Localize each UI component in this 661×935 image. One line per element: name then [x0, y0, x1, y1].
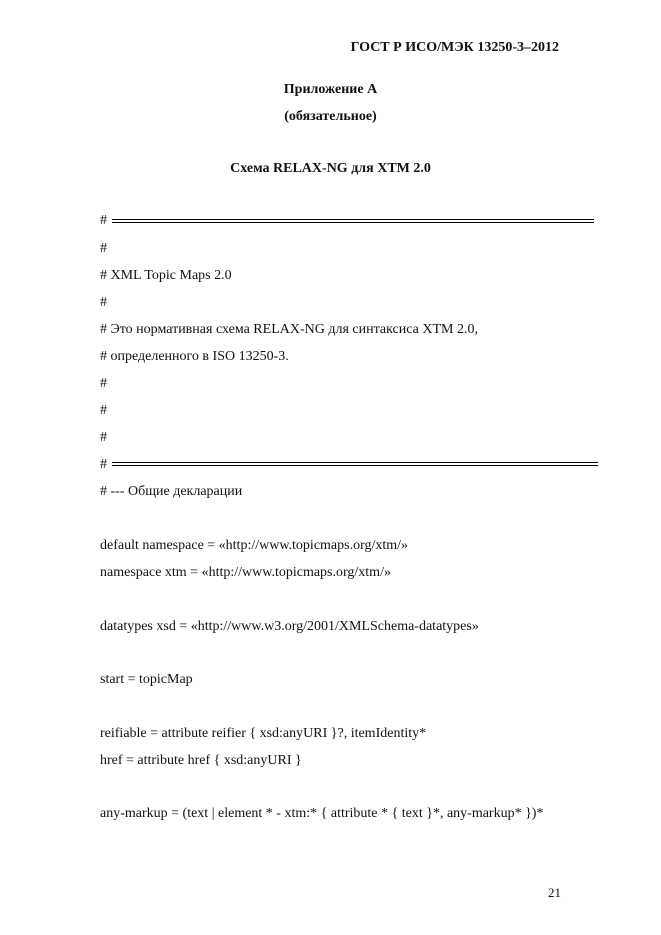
code-line: #: [100, 241, 107, 256]
code-line: default namespace = «http://www.topicmaps.org/xtm/»: [100, 538, 409, 553]
code-line: # --- Общие декларации: [100, 484, 243, 499]
code-line: #: [100, 213, 107, 228]
code-line: #: [100, 403, 107, 418]
code-line: #: [100, 457, 107, 472]
code-line: reifiable = attribute reifier { xsd:anyURI }?, itemIdentity*: [100, 726, 427, 741]
code-line: any-markup = (text | element * - xtm:* { attribute * { text }*, any-markup* })*: [100, 806, 544, 821]
code-line: #: [100, 376, 107, 391]
code-line: #: [100, 430, 107, 445]
code-line: href = attribute href { xsd:anyURI }: [100, 753, 302, 768]
section-title: Схема RELAX-NG для XTM 2.0: [230, 161, 431, 176]
separator-rule: [112, 222, 594, 223]
code-line: namespace xtm = «http://www.topicmaps.org/xtm/»: [100, 565, 391, 580]
code-line: # XML Topic Maps 2.0: [100, 268, 232, 283]
code-line: start = topicMap: [100, 672, 193, 687]
code-line: #: [100, 295, 107, 310]
separator-rule: [112, 462, 598, 463]
code-line: # Это нормативная схема RELAX-NG для синтаксиса XTM 2.0,: [100, 322, 478, 337]
appendix-note: (обязательное): [284, 109, 377, 124]
separator-rule: [112, 465, 598, 466]
page-number: 21: [548, 885, 561, 900]
appendix-title: Приложение А: [283, 82, 378, 97]
code-line: # определенного в ISO 13250-3.: [100, 349, 289, 364]
separator-rule: [112, 219, 594, 220]
code-line: datatypes xsd = «http://www.w3.org/2001/XMLSchema-datatypes»: [100, 619, 479, 634]
document-header: ГОСТ Р ИСО/МЭК 13250-3–2012: [350, 40, 559, 55]
